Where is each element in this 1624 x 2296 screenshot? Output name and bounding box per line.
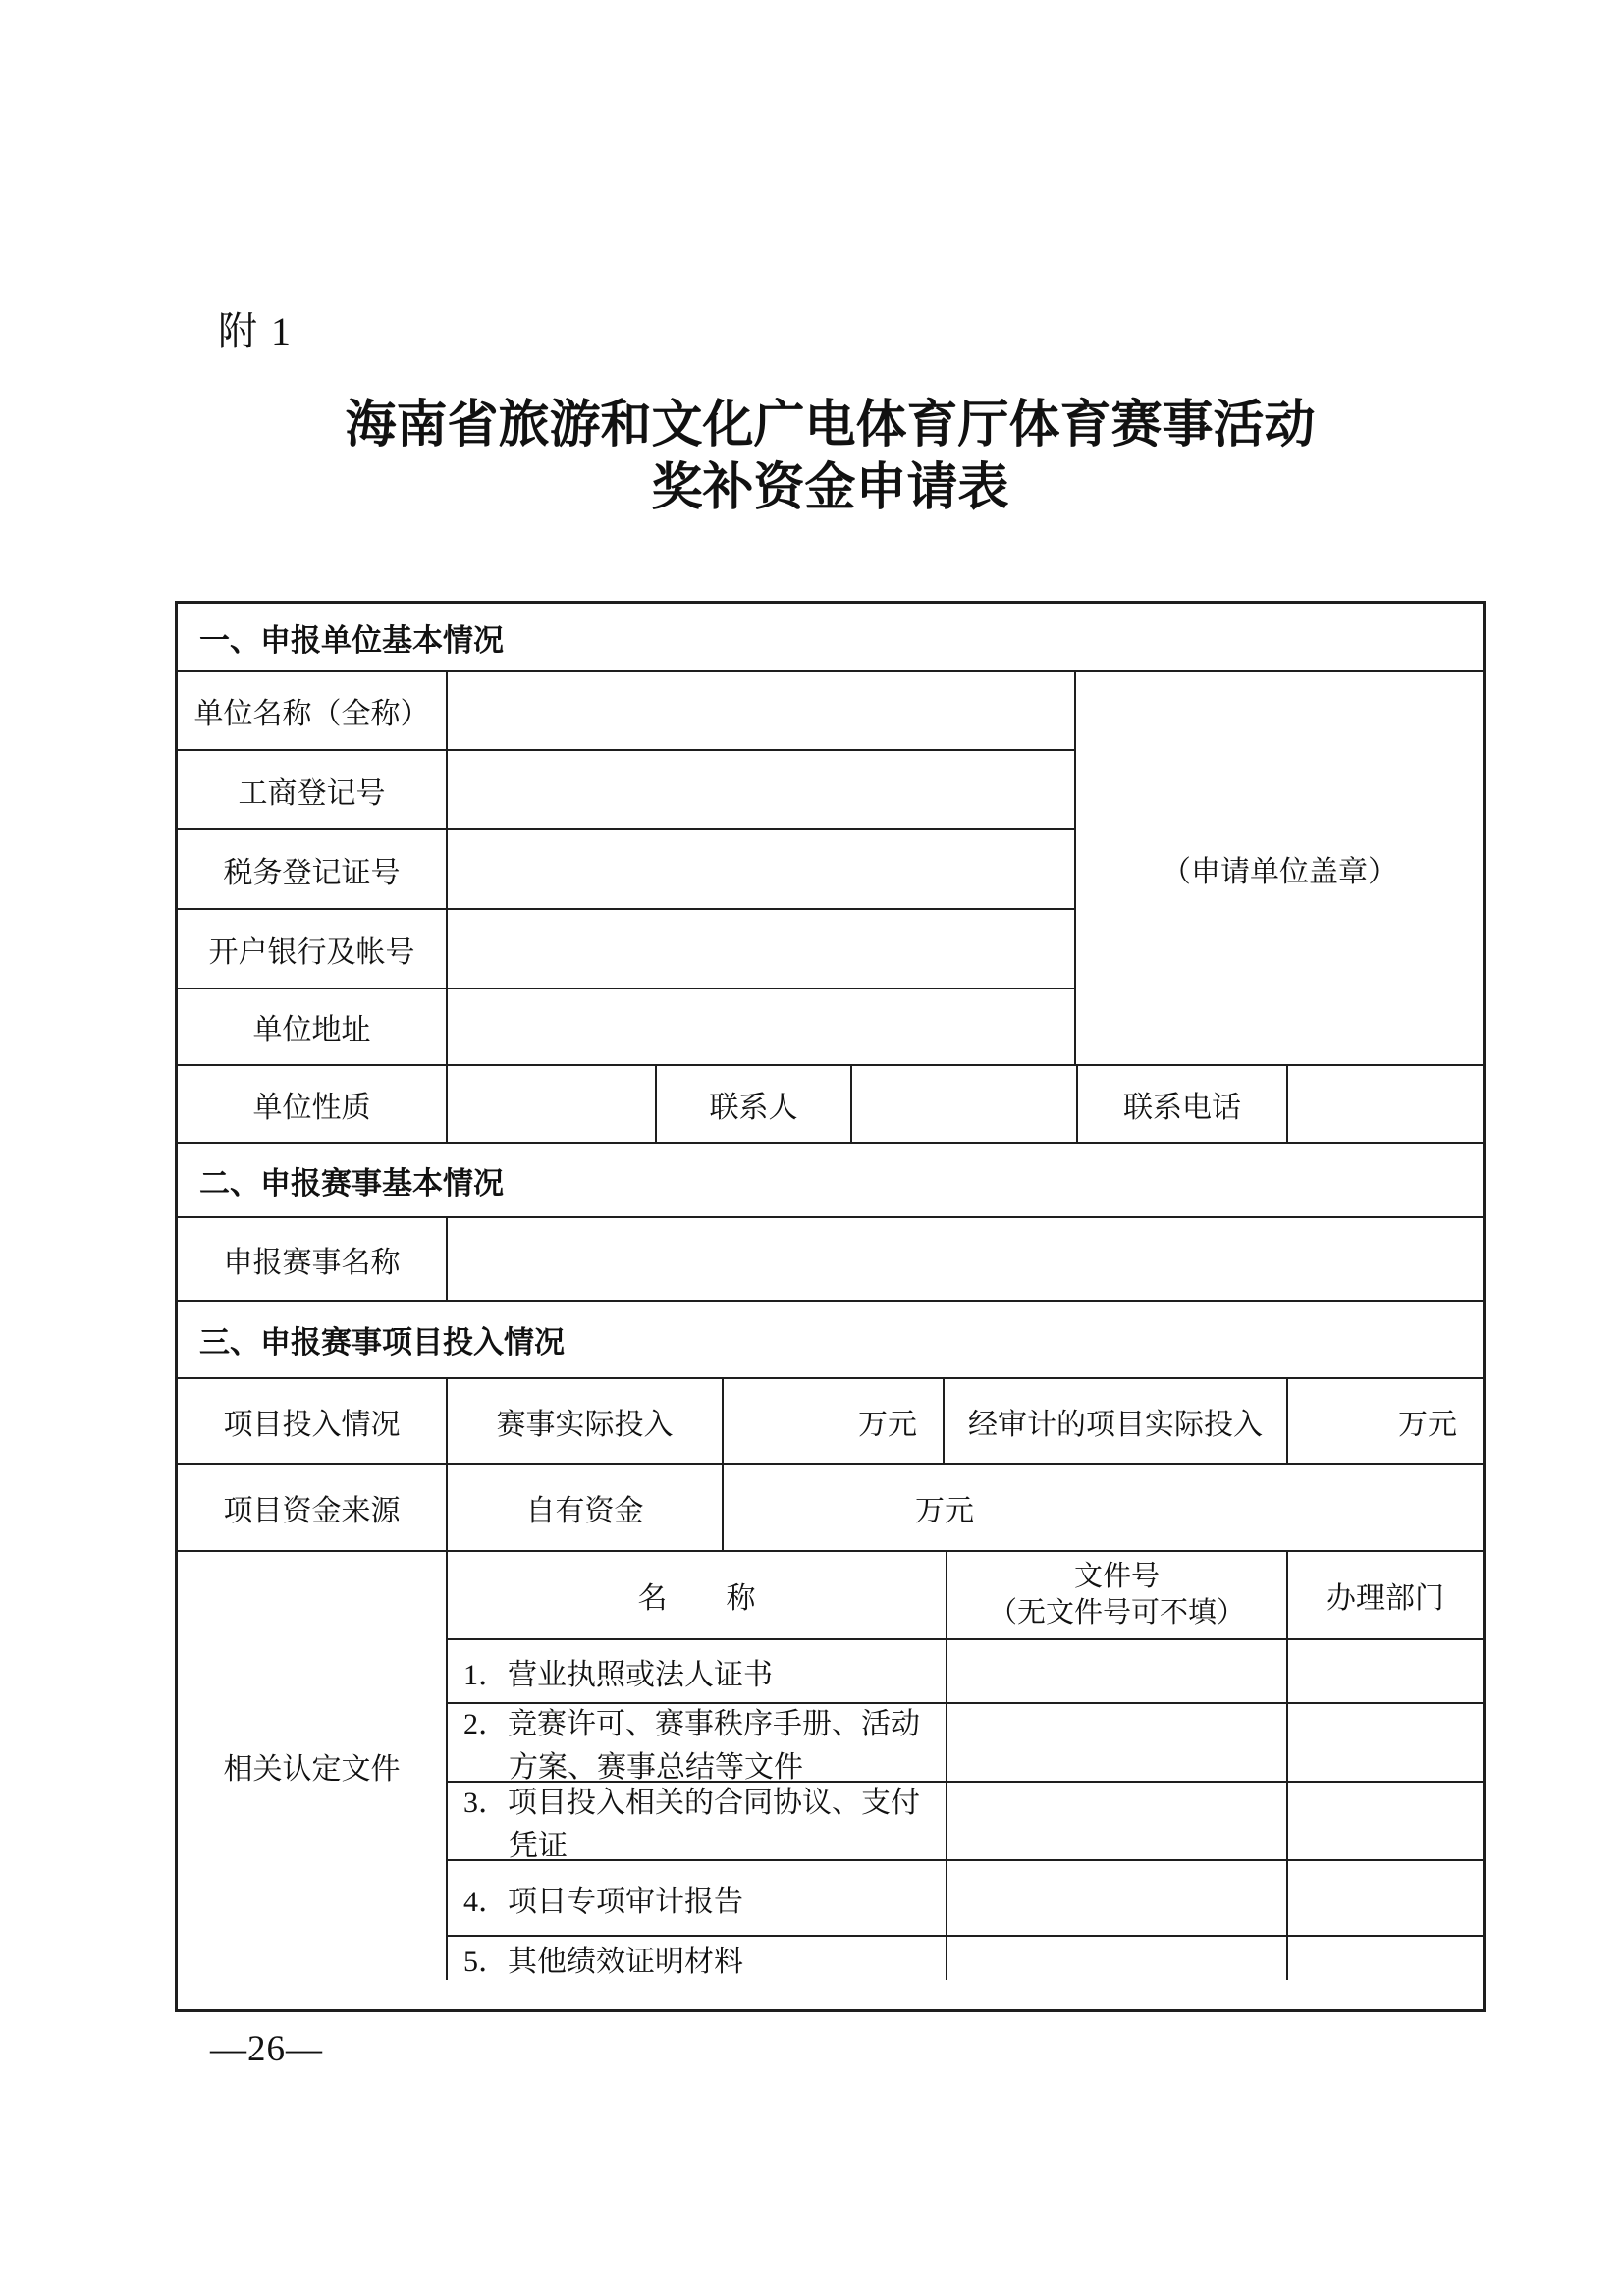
section-1-left-block — [178, 672, 1076, 1064]
document-item-name — [448, 1861, 947, 1935]
document-item-row — [448, 1783, 1483, 1861]
documents-subtable — [448, 1552, 1483, 1980]
attachment-label: 附 1 — [218, 309, 293, 353]
funding-source-label: 项目资金来源 — [178, 1465, 448, 1550]
document-item-2-text-line-2: 方案、赛事总结等文件 — [509, 1751, 803, 1781]
contact-phone-label: 联系电话 — [1078, 1066, 1288, 1142]
document-item-file-number-cell — [947, 1937, 1288, 1980]
document-item-department-cell — [1288, 1937, 1483, 1980]
document-item-department-cell — [1288, 1640, 1483, 1702]
document-name-column-header: 名 称 — [448, 1552, 947, 1638]
document-item-name — [448, 1783, 947, 1859]
section-3-header-text: 三、申报赛事项目投入情况 — [199, 1325, 565, 1360]
unit-name-row — [178, 672, 1074, 751]
related-documents-label: 相关认定文件 — [178, 1552, 448, 1980]
document-item-3-text-line-2: 凭证 — [509, 1830, 568, 1859]
document-item-department-cell — [1288, 1783, 1483, 1859]
event-name-value-cell — [448, 1218, 1483, 1300]
document-item-name — [448, 1937, 947, 1980]
event-name-row — [178, 1218, 1483, 1302]
document-item-4-text: 4．项目专项审计报告 — [463, 1885, 743, 1918]
documents-header-row — [448, 1552, 1483, 1640]
file-number-header-line-1: 文件号 — [1073, 1561, 1160, 1592]
unit-address-row — [178, 989, 1074, 1064]
document-item-row — [448, 1937, 1483, 1980]
stamp-cell: （申请单位盖章） — [1162, 855, 1397, 888]
title-line-2: 奖补资金申请表 — [651, 460, 1009, 516]
actual-investment-unit: 万元 — [724, 1379, 945, 1463]
funding-row — [178, 1465, 1483, 1552]
audited-investment-label: 经审计的项目实际投入 — [945, 1379, 1288, 1463]
contact-person-label: 联系人 — [657, 1066, 852, 1142]
page-number: —26— — [210, 2029, 323, 2069]
section-1-body — [178, 672, 1483, 1066]
unit-nature-row — [178, 1066, 1483, 1144]
own-funds-unit: 万元 — [915, 1494, 974, 1527]
tax-registration-label: 税务登记证号 — [178, 830, 448, 908]
document-item-file-number-cell — [947, 1640, 1288, 1702]
audited-investment-unit: 万元 — [1398, 1408, 1457, 1441]
unit-address-label: 单位地址 — [178, 989, 448, 1064]
business-registration-label: 工商登记号 — [178, 751, 448, 828]
file-number-column-header — [947, 1552, 1288, 1638]
section-1-header — [178, 604, 1483, 672]
tax-registration-value-cell — [448, 830, 1074, 908]
document-item-name — [448, 1640, 947, 1702]
document-item-row — [448, 1861, 1483, 1937]
department-column-header: 办理部门 — [1326, 1582, 1444, 1615]
contact-phone-value-cell — [1288, 1066, 1483, 1142]
document-item-department-cell — [1288, 1704, 1483, 1781]
document-item-1-text: 1．营业执照或法人证书 — [463, 1658, 773, 1691]
document-item-file-number-cell — [947, 1783, 1288, 1859]
tax-registration-row — [178, 830, 1074, 910]
unit-nature-value-cell — [448, 1066, 657, 1142]
business-registration-value-cell — [448, 751, 1074, 828]
section-2-header-text: 二、申报赛事基本情况 — [199, 1165, 504, 1201]
bank-account-value-cell — [448, 910, 1074, 988]
document-item-2-text-line-1: 2．竞赛许可、赛事秩序手册、活动 — [463, 1708, 920, 1740]
unit-address-value-cell — [448, 989, 1074, 1064]
event-name-label: 申报赛事名称 — [178, 1218, 448, 1300]
contact-person-value-cell — [852, 1066, 1078, 1142]
document-item-name — [448, 1704, 947, 1781]
bank-account-label: 开户银行及帐号 — [178, 910, 448, 988]
section-3-header — [178, 1302, 1483, 1379]
unit-nature-label: 单位性质 — [178, 1066, 448, 1142]
documents-block — [178, 1552, 1483, 1980]
document-item-department-cell — [1288, 1861, 1483, 1935]
document-title — [175, 395, 1486, 520]
document-item-row — [448, 1704, 1483, 1783]
document-item-3-text-line-1: 3．项目投入相关的合同协议、支付 — [463, 1787, 920, 1819]
title-line-1: 海南省旅游和文化广电体育厅体育赛事活动 — [345, 398, 1316, 454]
section-2-header — [178, 1144, 1483, 1218]
own-funds-label: 自有资金 — [448, 1465, 724, 1550]
unit-name-label: 单位名称（全称） — [178, 672, 448, 749]
file-number-header-line-2: （无文件号可不填） — [988, 1597, 1245, 1629]
document-item-file-number-cell — [947, 1861, 1288, 1935]
investment-label: 项目投入情况 — [178, 1379, 448, 1463]
document-item-row — [448, 1640, 1483, 1704]
section-1-header-text: 一、申报单位基本情况 — [199, 622, 504, 658]
business-registration-row — [178, 751, 1074, 830]
document-item-file-number-cell — [947, 1704, 1288, 1781]
actual-investment-label: 赛事实际投入 — [448, 1379, 724, 1463]
investment-row — [178, 1379, 1483, 1465]
document-item-5-text: 5．其他绩效证明材料 — [463, 1946, 743, 1978]
unit-name-value-cell — [448, 672, 1074, 749]
bank-account-row — [178, 910, 1074, 989]
application-form-table — [175, 601, 1486, 2012]
